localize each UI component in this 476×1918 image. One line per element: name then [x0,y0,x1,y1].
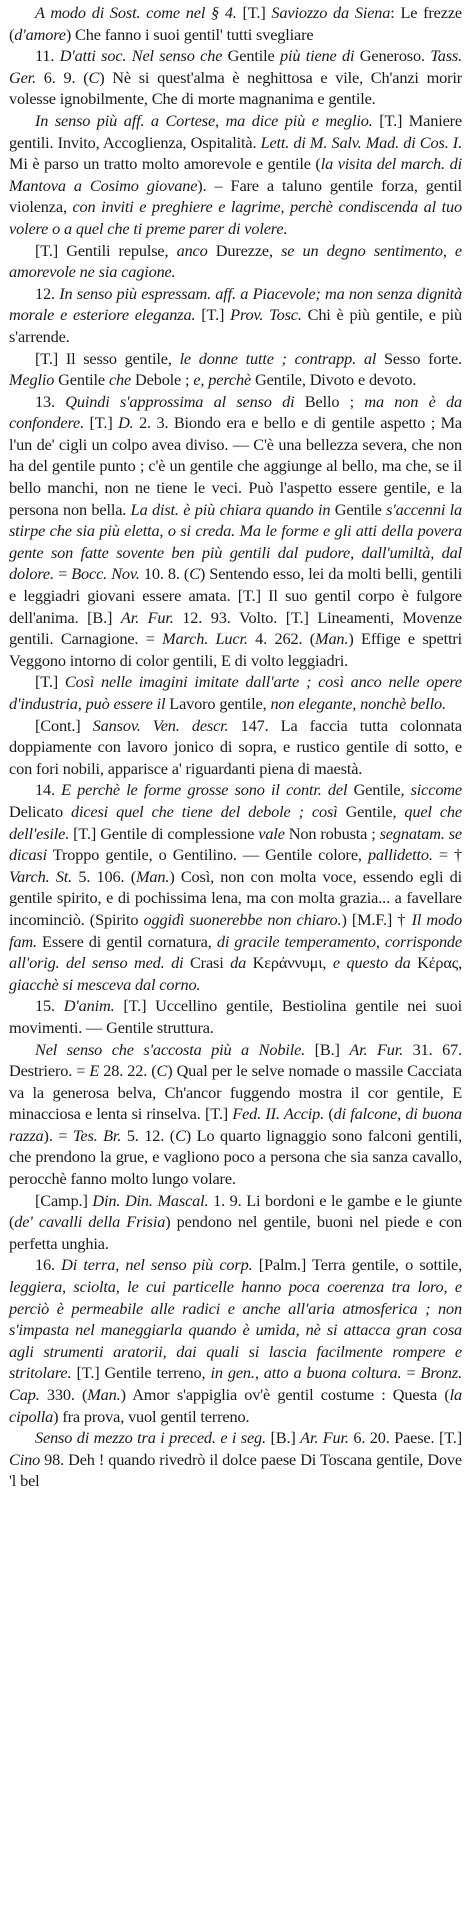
text-run: Durezze, [207,240,282,260]
text-run: 330. ( [39,1385,88,1404]
text-run: Κέρας, [410,953,462,973]
italic-text-run: la cipolla [9,1385,462,1426]
entry-paragraph [9,240,462,283]
text-run: ) fra prova, vuol gentil terreno. [53,1406,250,1426]
entry-paragraph [9,391,462,672]
text-run: 12. [35,283,60,303]
italic-text-run: la visita del march. di Mantova a Cosimo giovane [9,154,462,195]
entry-paragraph [9,1254,462,1427]
text-run: ) Sentendo esso, lei da molti belli, gentili e leggiadri giovani essere amata. [T.] Il suo gentil corpo è fulgore dell'anima. [B.] [9,564,462,627]
entry-paragraph [9,283,462,348]
entry-paragraph [9,110,462,240]
italic-text-run: dicesi quel che tiene del debole ; così [70,801,338,821]
text-run [249,1040,259,1059]
text-run: Κεράννυμι, [246,953,333,973]
entry-paragraph [9,1039,462,1190]
text-run: [T.] Gentile terreno, [71,1363,211,1383]
italic-text-run: da [230,953,247,973]
italic-text-run: Lett. di M. Salv. Mad. di Cos. I. [260,132,462,152]
italic-text-run: quel che dell'esile. [9,801,462,843]
text-run: ) Nè si quest'alma è neghittosa e vile, Ch'anzi morir volesse ignobilmente, Che di morte magnanima e gentile. [9,67,462,109]
entry-paragraph [9,2,462,45]
text-run: = † [432,845,462,865]
italic-text-run: Cortese [165,110,216,130]
text-run: ) Qual per le selve nomade o massile Cacciata va la generosa belva, Ch'ancor fuggendo mostra il cor gentile, E minacciosa e lenta si rinselva. [T.] [9,1061,462,1124]
italic-text-run: Il modo fam. [9,909,462,951]
italic-text-run: In senso più espressam. aff. a [59,283,249,303]
text-run: ) Così, non con molta voce, essendo egli di gentile spirito, e di pochissima lena, ma con molta grazia... a favellare incominciò. (Spirito [9,866,462,929]
italic-text-run: con inviti e preghiere e lagrime, perchè condiscenda al tuo volere o a quel che ti preme parer di volere. [9,197,462,238]
text-run: 98. Deh ! quando rivedrò il dolce paese Di Toscana gentile, Dove 'l bel [9,1449,462,1491]
italic-text-run: ma non è da confondere. [9,391,462,433]
text-run: 1. 9. Li bordoni e le gambe e le giunte ( [9,1190,462,1232]
italic-text-run: A modo di Sost. come nel § 4. [35,3,243,22]
text-run: Gentile, [347,780,411,800]
italic-text-run: e, perchè [193,370,252,390]
italic-text-run: Saviozzo da Siena [271,3,391,22]
text-run: 6. 9. ( [36,67,89,87]
italic-text-run: Bronz. Cap. [9,1363,462,1404]
text-run: ) Lo quarto lignaggio sono falconi gentili, che prendono la grue, e vagliono poco a persona che sia sanza cavallo, perocchè fanno molto lungo volare. [9,1125,462,1189]
italic-text-run: se un degno sentimento, e amorevole ne sia cagione. [9,240,463,282]
text-run: [T.] Uccellino gentile, Bestiolina gentile nei suoi movimenti. — Gentile struttura. [9,996,462,1037]
text-run: 4. 262. ( [247,629,316,649]
text-run: [T.] Il sesso gentile, [35,348,180,368]
text-run: = [53,564,72,584]
italic-text-run: Tes. Br. [72,1125,122,1145]
text-run: 16. [35,1255,62,1275]
italic-text-run: di gracile temperamento, corrisponde all'orig. del senso med. di [9,931,462,973]
italic-text-run: Nel senso che s'accosta più a [35,1039,250,1059]
entry-paragraph [9,671,462,714]
italic-text-run: Sansov. Ven. descr. [92,715,229,735]
text-run: 5. 12. ( [121,1125,176,1145]
entry-paragraph [9,715,462,780]
italic-text-run: Così nelle imagini imitate dall'arte ; così anco nelle opere d'industria, può essere il [9,672,462,713]
text-run: ) pendono nel gentile, buoni nel piede e con perfetta unghia. [9,1212,462,1253]
italic-text-run: oggidì suonerebbe non chiaro. [143,909,342,929]
italic-text-run: C [175,1125,186,1145]
text-run: [T.] [242,3,272,22]
text-run: [T.] Gentile di complessione [69,823,259,843]
italic-text-run: Man. [315,629,349,649]
text-run: [Camp.] [35,1190,93,1210]
italic-text-run: Ar. Fur. [120,607,174,627]
text-run: ) [M.F.] † [341,909,412,929]
text-run: Gentile, Divoto e devoto. [251,370,417,390]
italic-text-run: C [189,564,200,584]
italic-text-run: Tass. Ger. [9,46,463,87]
italic-text-run: E perchè le forme grosse sono il contr. del [61,780,348,800]
italic-text-run: E [89,1061,100,1081]
text-run: ) Che fanno i suoi gentil' tutti svegliare [65,24,314,44]
entry-paragraph [9,1190,462,1255]
text-run: Lavoro gentile, [165,694,271,713]
italic-text-run: In senso più aff. a [35,110,159,130]
text-run: 13. [35,391,66,411]
italic-text-run: s'accenni la stirpe che sia più eletta, o si creda. Ma le forme e gli atti della povera gente son fatte sovente ben più gentili dal pudore, dall'umiltà, dal dolore. [9,499,462,584]
italic-text-run: Ar. Fur. [349,1039,404,1059]
text-run: Sesso forte. [376,348,462,368]
italic-text-run: Man. [135,866,170,886]
italic-text-run: anco [176,240,208,260]
italic-text-run: D. [118,413,134,433]
entry-paragraph [9,45,462,110]
text-run: 6. 20. Paese. [T.] [348,1428,462,1448]
text-run: 147. La faccia tutta colonnata doppiamente con lavoro jonico di sopra, e rustico gentile di sotto, e con fori nobili, apparisce a' riguardanti piena di maestà. [9,715,462,778]
italic-text-run: de' cavalli della Frisia [14,1212,166,1232]
text-run: Essere di gentil cornatura, [36,931,217,951]
entry-paragraph [9,779,462,995]
italic-text-run: D'atti soc. Nel senso che [59,46,223,66]
text-run: ). – Fare a taluno gentile forza, gentil violenza, [9,175,462,217]
text-run: Crasi [183,953,231,973]
italic-text-run: le donne tutte ; contrapp. al [179,348,377,368]
text-run: Delicato [9,801,71,821]
italic-text-run: d'amore [14,24,66,44]
italic-text-run: ma dice più e meglio. [225,110,373,130]
text-run: 11. [35,46,60,66]
text-run: Debole ; [131,370,194,390]
italic-text-run: Quindi s'approssima al senso di [65,391,295,411]
text-run: 31. 67. Destriero. = [9,1039,463,1081]
text-run: Troppo gentile, o Gentilino. — Gentile colore, [47,845,368,865]
text-run: Gentile [54,370,109,390]
text-run: Chi è più gentile, e più s'arrende. [9,305,462,346]
entry-paragraph [9,1427,462,1492]
text-run: [T.] Gentili repulse, [35,240,177,260]
italic-text-run: C [88,67,100,87]
text-run: = [401,1363,421,1383]
entry-paragraph [9,995,462,1038]
italic-text-run: Bocc. Nov. [71,564,140,584]
italic-text-run: leggiera, sciolta, le cui particelle hanno poca coerenza tra loro, e perciò è permeabile alle radici e anche all'aria atmosferica ; non s'impasta nel maneggiarla quando è umida, nè si attacca gran cosa agli strumenti aratorii, dai quali si lascia facilmente rompere e stritolare. [9,1277,462,1383]
italic-text-run: e questo da [332,953,411,973]
text-run: : Le frezze ( [9,3,462,44]
text-run: , [215,110,226,130]
text-run: [T.] [195,305,231,325]
text-run: 10. 8. ( [139,564,190,584]
italic-text-run: Prov. Tosc. [230,305,302,325]
text-run: 2. 3. Biondo era e bello e di gentile aspetto ; Ma l'un de' cigli un colpo avea diviso. — C'è una bellezza severa, che non ha del gentile punto ; c'è un gentile che aggiunge al bello, ma che, se il bello manchi, non ne tiene le veci. Può l'aspetto essere gentile, e la persona non bella. [9,413,462,519]
text-run: Non robusta ; [284,823,380,843]
italic-text-run: D'anim. [63,996,115,1016]
text-run: [B.] [305,1039,350,1059]
text-run: ) Amor s'appiglia ov'è gentil costume : Questa ( [120,1385,450,1404]
text-run: 5. 106. ( [72,866,136,886]
text-run: [Palm.] Terra gentile, o sottile, [252,1255,462,1275]
text-run: ). = [43,1125,73,1145]
italic-text-run: Di terra, nel senso più corp. [61,1255,253,1275]
text-run: [Cont.] [35,715,93,735]
text-run: Gentile [330,499,387,519]
text-run: [T.] [35,672,65,692]
text-run: Bello ; [294,391,365,411]
text-run: 12. 93. Volto. [T.] Lineamenti, Movenze gentili. Carnagione. = [9,607,463,649]
text-run: [T.] Maniere gentili. Invito, Accoglienza, Ospitalità. [9,110,463,152]
italic-text-run: Piacevole; ma non senza dignità morale e esteriore eleganza. [9,283,462,325]
italic-text-run: Senso di mezzo tra i preced. e i seg. [35,1428,266,1448]
text-run: 28. 22. ( [99,1061,157,1081]
text-run: Generoso. [354,46,431,66]
italic-text-run: siccome [410,780,462,800]
italic-text-run: vale [258,823,285,843]
italic-text-run: March. Lucr. [162,629,248,649]
italic-text-run: Varch. St. [9,866,73,886]
italic-text-run: La dist. è più chiara quando in [130,499,331,519]
text-run: Mi è parso un tratto molto amorevole e gentile ( [9,154,321,174]
text-run: [T.] [84,413,119,433]
italic-text-run: Fed. II. Accip. [232,1104,325,1124]
italic-text-run: Cino [9,1449,41,1469]
italic-text-run: più tiene di [279,46,355,66]
entry-paragraph [9,348,462,391]
italic-text-run: C [156,1061,168,1081]
text-run: Gentile, [337,801,405,821]
text-run: ( [324,1104,334,1124]
italic-text-run: pallidetto. [367,845,433,865]
italic-text-run: segnatam. se dicasi [9,823,462,865]
text-run: 15. [35,996,64,1016]
text-run: 14. [35,780,62,800]
text-run: ) Effige e spettri Veggono intorno di color gentili, E di volto leggiadri. [9,629,463,670]
italic-text-run: giacchè si mesceva dal corno. [9,974,201,994]
text-run: [B.] [265,1428,301,1448]
italic-text-run: di falcone, di buona razza [9,1104,462,1145]
italic-text-run: non elegante, nonchè bello. [270,694,446,713]
italic-text-run: Man. [87,1385,121,1404]
italic-text-run: che [108,370,132,390]
italic-text-run: Nobile. [258,1039,306,1059]
italic-text-run: Meglio [9,370,55,390]
italic-text-run: in gen., atto a buona coltura. [210,1363,402,1383]
text-run: Gentile [222,46,280,66]
italic-text-run: Din. Din. Mascal. [92,1190,209,1210]
italic-text-run: Ar. Fur. [300,1428,349,1448]
